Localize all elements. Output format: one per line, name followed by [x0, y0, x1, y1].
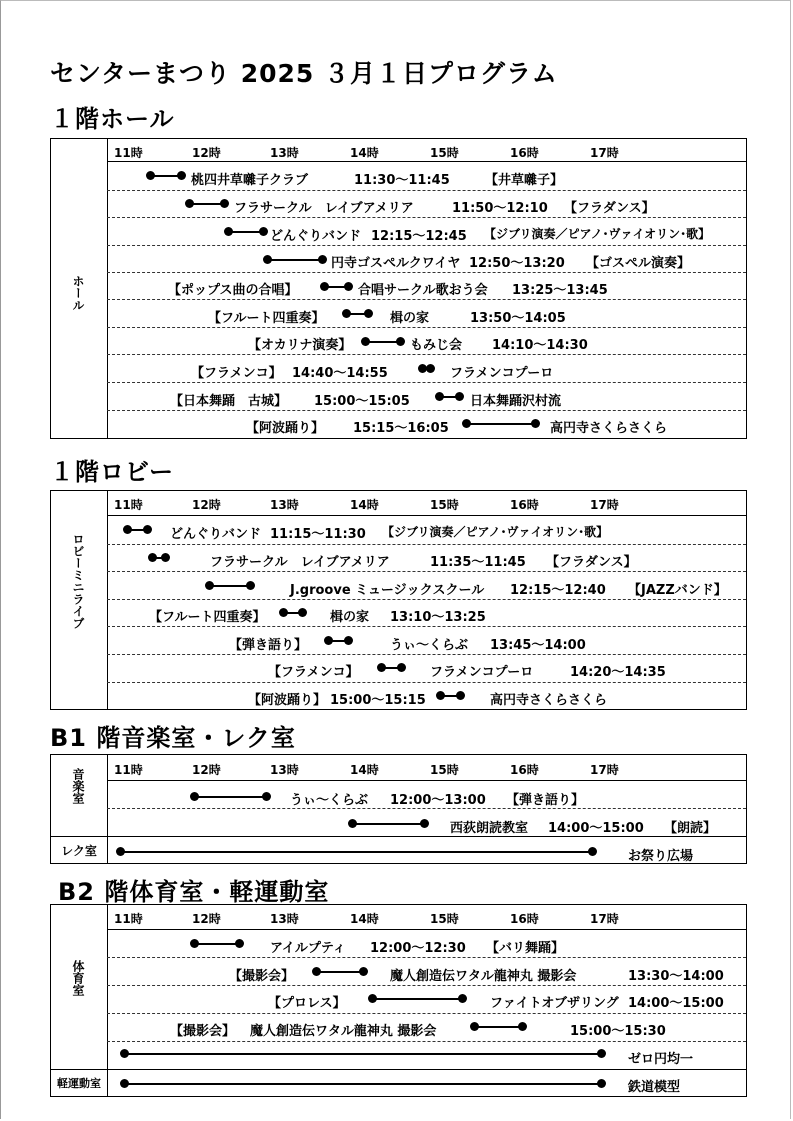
- performance-time: 14:10～14:30: [492, 338, 588, 353]
- performance-time: 12:50～13:20: [469, 256, 565, 271]
- start-dot: [120, 1079, 129, 1088]
- performer-name: 合唱サークル歌おう会: [358, 283, 488, 298]
- timeline-bar: [316, 971, 364, 973]
- gym-label: 体育室: [71, 960, 85, 996]
- end-dot: [235, 939, 244, 948]
- hour-label: 13時: [270, 912, 299, 926]
- lobby-divider: [107, 490, 108, 710]
- end-dot: [344, 282, 353, 291]
- end-dot: [143, 525, 152, 534]
- performer-name: 楫の家: [390, 311, 430, 326]
- divider: [107, 327, 746, 328]
- music-room-label: 音楽室: [71, 768, 85, 804]
- end-dot: [458, 994, 467, 1003]
- hour-label: 12時: [192, 763, 221, 777]
- end-dot: [396, 337, 405, 346]
- performance-time: 13:50～14:05: [470, 311, 566, 326]
- end-dot: [597, 1079, 606, 1088]
- timeline-bar: [352, 823, 424, 825]
- performance-time: 11:50～12:10: [452, 201, 548, 216]
- end-dot: [177, 171, 186, 180]
- genre-tag: 【朗読】: [664, 821, 717, 836]
- performance-time: 15:00～15:30: [570, 1024, 666, 1039]
- performer-name: 桃四井草囃子クラブ: [191, 173, 309, 188]
- genre-tag: 【フルート四重奏】: [149, 610, 266, 625]
- b1-divider: [107, 754, 108, 864]
- performer-name: うぃ～くらぶ: [290, 793, 369, 808]
- divider: [107, 245, 746, 246]
- genre-tag: 【オカリナ演奏】: [248, 338, 352, 353]
- performer-name: 円寺ゴスペルクワイヤ: [331, 256, 461, 271]
- end-dot: [588, 847, 597, 856]
- performance-time: 15:15～16:05: [353, 421, 449, 436]
- performer-name: 楫の家: [330, 610, 370, 625]
- genre-tag: 【ポップス曲の合唱】: [168, 283, 298, 298]
- genre-tag: 【フラメンコ】: [191, 366, 282, 381]
- timeline-bar: [474, 1026, 522, 1028]
- genre-tag: 【日本舞踊 古城】: [170, 394, 288, 409]
- start-dot: [190, 792, 199, 801]
- hour-label: 15時: [430, 146, 459, 160]
- end-dot: [259, 227, 268, 236]
- end-dot: [531, 419, 540, 428]
- end-dot: [161, 553, 170, 562]
- performance-time: 14:00～15:00: [548, 821, 644, 836]
- start-dot: [324, 636, 333, 645]
- divider: [107, 682, 746, 683]
- performance-time: 12:15～12:40: [510, 583, 606, 598]
- hall-side-label: ホール: [71, 275, 85, 311]
- divider: [107, 190, 746, 191]
- end-dot: [397, 663, 406, 672]
- divider: [107, 929, 746, 930]
- start-dot: [279, 608, 288, 617]
- performance-time: 15:00～15:05: [314, 394, 410, 409]
- performance-time: 13:10～13:25: [390, 610, 486, 625]
- hour-label: 16時: [510, 912, 539, 926]
- hour-label: 17時: [590, 763, 619, 777]
- performer-name: J.groove ミュージックスクール: [290, 583, 485, 598]
- genre-tag: 【撮影会】: [170, 1024, 236, 1039]
- performance-time: 15:00～15:15: [330, 693, 426, 708]
- hour-label: 16時: [510, 146, 539, 160]
- start-dot: [263, 255, 272, 264]
- start-dot: [312, 967, 321, 976]
- performer-name: 魔人創造伝ワタル龍神丸 撮影会: [390, 969, 577, 984]
- divider: [107, 599, 746, 600]
- performance-time: 13:30～14:00: [628, 969, 724, 984]
- divider: [107, 382, 746, 383]
- performer-name: うぃ～くらぶ: [390, 638, 469, 653]
- hour-label: 12時: [192, 146, 221, 160]
- performer-name: お祭り広場: [628, 849, 694, 864]
- performance-time: 11:35～11:45: [430, 555, 526, 570]
- end-dot: [426, 364, 435, 373]
- end-dot: [298, 608, 307, 617]
- start-dot: [224, 227, 233, 236]
- divider: [107, 1013, 746, 1014]
- divider: [107, 1041, 746, 1042]
- hour-label: 14時: [350, 763, 379, 777]
- hour-label: 13時: [270, 763, 299, 777]
- timeline-bar: [267, 259, 323, 261]
- performance-time: 11:15～11:30: [270, 527, 366, 542]
- hour-label: 12時: [192, 498, 221, 512]
- hour-label: 17時: [590, 498, 619, 512]
- divider: [107, 957, 746, 958]
- timeline-bar: [194, 943, 240, 945]
- genre-tag: 【フラダンス】: [546, 555, 637, 570]
- performer-name: 西荻朗読教室: [450, 821, 529, 836]
- performance-time: 14:40～14:55: [292, 366, 388, 381]
- b2-section-title: B2 階体育室・軽運動室: [58, 878, 330, 906]
- start-dot: [436, 691, 445, 700]
- performer-name: アイルプティ: [270, 941, 346, 956]
- hour-label: 14時: [350, 146, 379, 160]
- performance-time: 13:25～13:45: [512, 283, 608, 298]
- start-dot: [123, 525, 132, 534]
- hour-label: 16時: [510, 498, 539, 512]
- end-dot: [455, 392, 464, 401]
- genre-tag: 【弾き語り】: [506, 793, 585, 808]
- start-dot: [205, 581, 214, 590]
- start-dot: [368, 994, 377, 1003]
- performance-time: 13:45～14:00: [490, 638, 586, 653]
- end-dot: [344, 636, 353, 645]
- hall-section-title: １階ホール: [50, 105, 175, 133]
- hour-label: 14時: [350, 912, 379, 926]
- genre-tag: 【阿波踊り】: [248, 693, 327, 708]
- genre-tag: 【バリ舞踊】: [486, 941, 565, 956]
- performer-name: フラメンコプーロ: [450, 366, 554, 381]
- hour-label: 15時: [430, 912, 459, 926]
- performer-name: フラメンコプーロ: [430, 665, 534, 680]
- page-title: センターまつり 2025 ３月１日プログラム: [50, 59, 558, 88]
- timeline-bar: [372, 998, 462, 1000]
- genre-tag: 【フラダンス】: [564, 201, 655, 216]
- start-dot: [377, 663, 386, 672]
- hour-label: 11時: [114, 912, 143, 926]
- performer-name: 鉄道模型: [628, 1080, 681, 1095]
- genre-tag: 【ゴスペル演奏】: [586, 256, 691, 271]
- start-dot: [190, 939, 199, 948]
- timeline-bar: [466, 423, 536, 425]
- timeline-bar: [124, 1083, 602, 1085]
- divider: [107, 654, 746, 655]
- genre-tag: 【井草囃子】: [485, 173, 564, 188]
- divider: [107, 780, 746, 781]
- performance-time: 14:20～14:35: [570, 665, 666, 680]
- end-dot: [246, 581, 255, 590]
- performer-name: ファイトオブザリング: [490, 996, 619, 1011]
- performance-time: 12:15～12:45: [371, 229, 467, 244]
- start-dot: [116, 847, 125, 856]
- hour-label: 15時: [430, 498, 459, 512]
- end-dot: [364, 309, 373, 318]
- start-dot: [435, 392, 444, 401]
- performance-time: 11:30～11:45: [354, 173, 450, 188]
- performance-time: 14:00～15:00: [628, 996, 724, 1011]
- start-dot: [470, 1022, 479, 1031]
- hour-label: 14時: [350, 498, 379, 512]
- divider: [107, 515, 746, 516]
- performer-name: フラサークル レイブアメリア: [210, 555, 390, 570]
- divider: [107, 410, 746, 411]
- hall-divider: [107, 138, 108, 439]
- light-exercise-room-label: 軽運動室: [57, 1077, 101, 1090]
- end-dot: [456, 691, 465, 700]
- start-dot: [146, 171, 155, 180]
- start-dot: [185, 199, 194, 208]
- genre-tag: 【弾き語り】: [229, 638, 308, 653]
- rec-room-label: レク室: [61, 844, 97, 858]
- genre-tag: 【フラメンコ】: [268, 665, 359, 680]
- b2-room-divider: [50, 1069, 747, 1070]
- timeline-bar: [194, 796, 266, 798]
- genre-tag: 【JAZZバンド】: [628, 583, 727, 598]
- end-dot: [359, 967, 368, 976]
- divider: [107, 544, 746, 545]
- start-dot: [348, 819, 357, 828]
- performer-name: どんぐりバンド: [270, 229, 362, 244]
- end-dot: [420, 819, 429, 828]
- genre-tag: 【阿波踊り】: [246, 421, 325, 436]
- end-dot: [318, 255, 327, 264]
- divider: [107, 571, 746, 572]
- b1-room-divider: [50, 836, 747, 837]
- start-dot: [361, 337, 370, 346]
- performance-time: 12:00～13:00: [390, 793, 486, 808]
- genre-tag: 【ジブリ演奏／ピアノ･ヴァイオリン･歌】: [484, 227, 711, 241]
- hour-label: 15時: [430, 763, 459, 777]
- divider: [107, 354, 746, 355]
- end-dot: [597, 1049, 606, 1058]
- b1-section-title: B1 階音楽室・レク室: [50, 724, 296, 752]
- lobby-side-label: ロビーミニライブ: [71, 533, 85, 629]
- hour-label: 11時: [114, 763, 143, 777]
- performer-name: 高円寺さくらさくら: [490, 693, 608, 708]
- performer-name: 高円寺さくらさくら: [550, 421, 668, 436]
- timeline-bar: [365, 341, 400, 343]
- performer-name: フラサークル レイブアメリア: [234, 201, 414, 216]
- genre-tag: 【撮影会】: [229, 969, 295, 984]
- start-dot: [148, 553, 157, 562]
- hour-label: 17時: [590, 912, 619, 926]
- performer-name: ゼロ円均一: [628, 1052, 694, 1067]
- hour-label: 11時: [114, 498, 143, 512]
- performer-name: どんぐりバンド: [170, 527, 262, 542]
- hour-label: 16時: [510, 763, 539, 777]
- lobby-section-title: １階ロビー: [50, 458, 175, 486]
- hour-label: 13時: [270, 498, 299, 512]
- hour-label: 17時: [590, 146, 619, 160]
- performer-name: もみじ会: [410, 338, 463, 353]
- start-dot: [120, 1049, 129, 1058]
- divider: [107, 985, 746, 986]
- divider: [107, 626, 746, 627]
- performer-name: 日本舞踊沢村流: [470, 394, 562, 409]
- hour-label: 11時: [114, 146, 143, 160]
- start-dot: [342, 309, 351, 318]
- hour-label: 13時: [270, 146, 299, 160]
- genre-tag: 【ジブリ演奏／ピアノ･ヴァイオリン･歌】: [382, 525, 609, 539]
- divider: [107, 299, 746, 300]
- end-dot: [262, 792, 271, 801]
- end-dot: [220, 199, 229, 208]
- performance-time: 12:00～12:30: [370, 941, 466, 956]
- start-dot: [462, 419, 471, 428]
- timeline-bar: [120, 851, 592, 853]
- timeline-bar: [209, 585, 251, 587]
- divider: [107, 272, 746, 273]
- divider: [107, 161, 746, 162]
- start-dot: [320, 282, 329, 291]
- genre-tag: 【プロレス】: [268, 996, 346, 1011]
- divider: [107, 217, 746, 218]
- timeline-bar: [124, 1053, 602, 1055]
- divider: [107, 808, 746, 809]
- hour-label: 12時: [192, 912, 221, 926]
- end-dot: [518, 1022, 527, 1031]
- performer-name: 魔人創造伝ワタル龍神丸 撮影会: [250, 1024, 437, 1039]
- genre-tag: 【フルート四重奏】: [208, 311, 325, 326]
